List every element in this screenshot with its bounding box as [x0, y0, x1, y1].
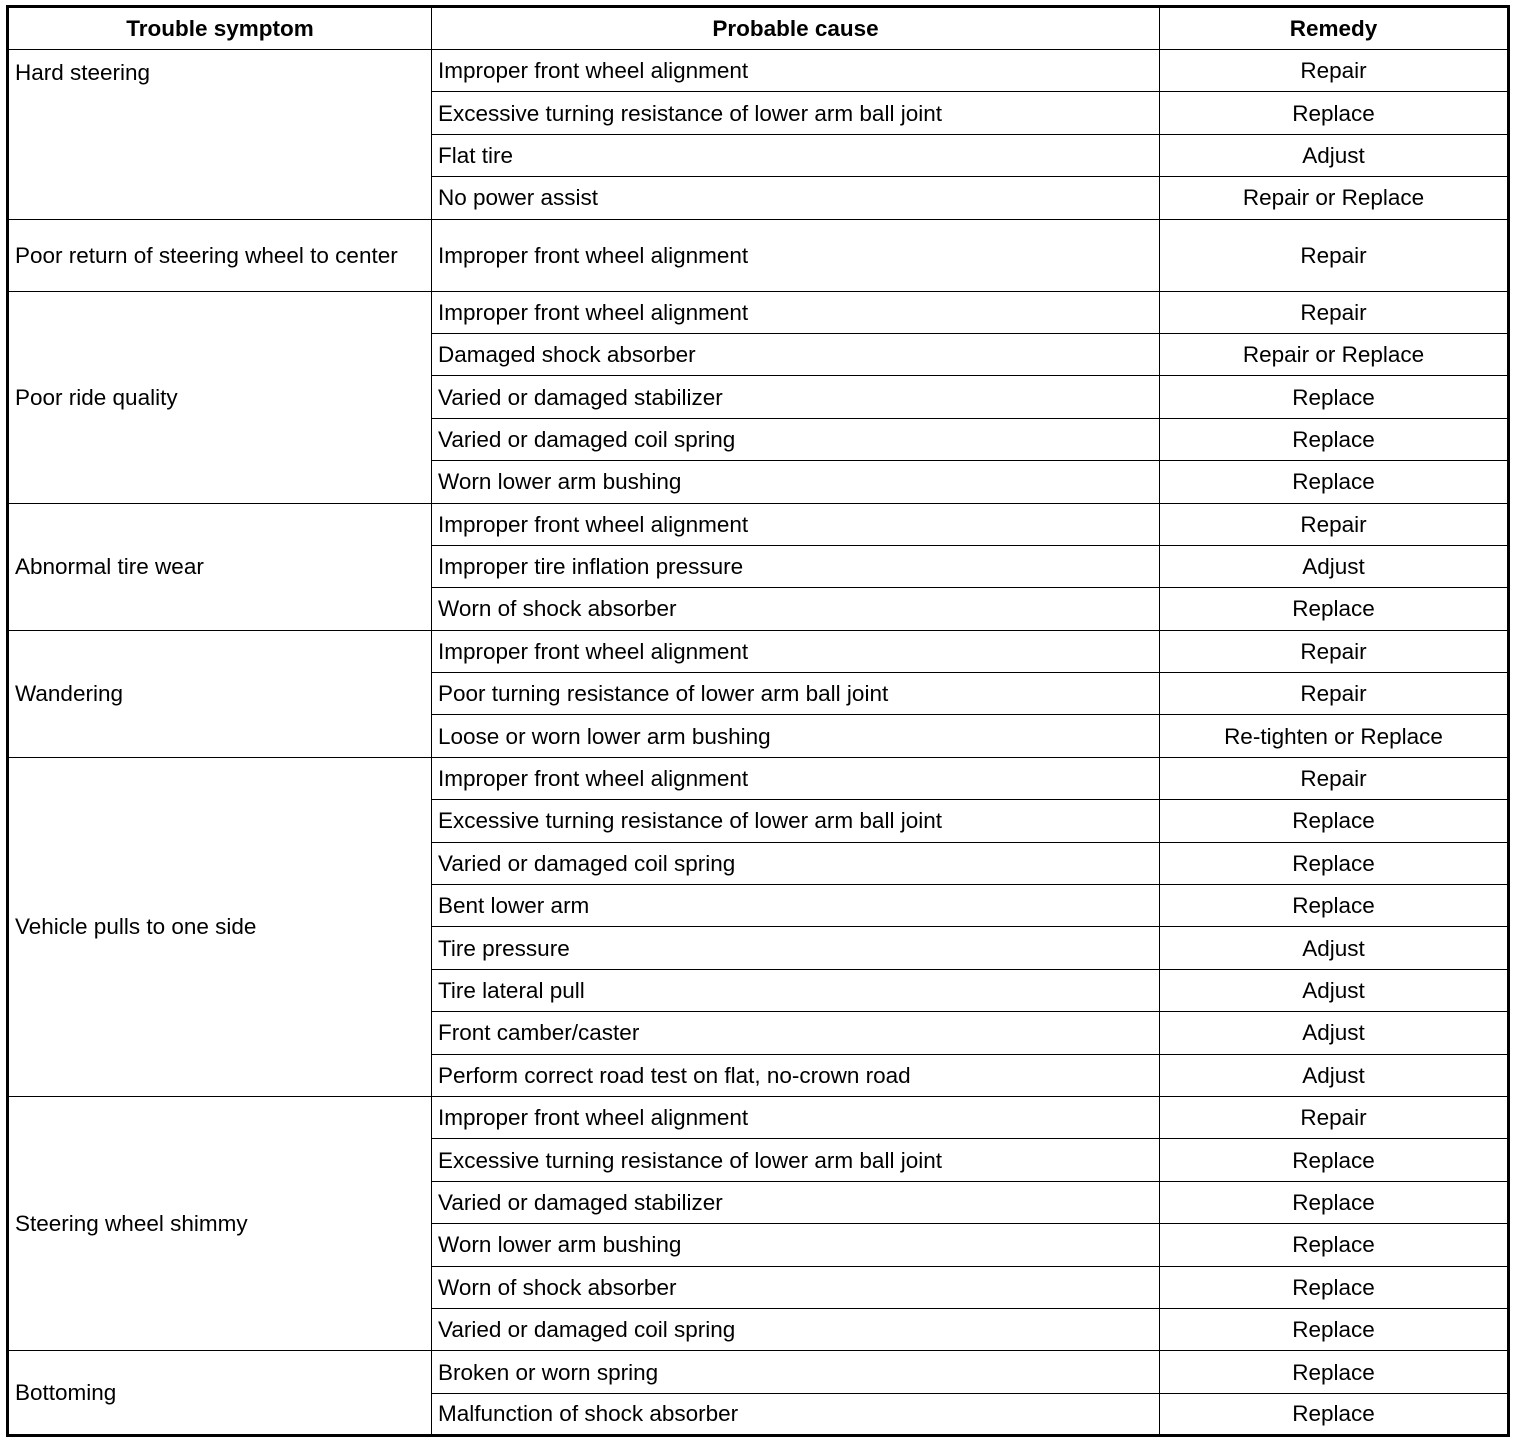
remedy-cell: Adjust: [1160, 545, 1509, 587]
remedy-cell: Repair or Replace: [1160, 177, 1509, 219]
remedy-cell: Replace: [1160, 418, 1509, 460]
trouble-symptom-cell: Poor return of steering wheel to center: [8, 219, 432, 291]
probable-cause-cell: Improper front wheel alignment: [432, 219, 1160, 291]
probable-cause-cell: Improper front wheel alignment: [432, 1096, 1160, 1138]
probable-cause-cell: Varied or damaged stabilizer: [432, 376, 1160, 418]
header-remedy: Remedy: [1160, 7, 1509, 50]
header-row: [8, 7, 1509, 50]
remedy-cell: Replace: [1160, 92, 1509, 134]
remedy-cell: Replace: [1160, 842, 1509, 884]
probable-cause-cell: Improper tire inflation pressure: [432, 545, 1160, 587]
probable-cause-cell: Front camber/caster: [432, 1012, 1160, 1054]
remedy-cell: Repair: [1160, 673, 1509, 715]
probable-cause-cell: Worn of shock absorber: [432, 1266, 1160, 1308]
probable-cause-cell: Worn lower arm bushing: [432, 1224, 1160, 1266]
trouble-symptom-cell: Steering wheel shimmy: [8, 1096, 432, 1350]
probable-cause-cell: Varied or damaged coil spring: [432, 842, 1160, 884]
table-row: [8, 291, 1509, 333]
table-row: [8, 503, 1509, 545]
probable-cause-cell: Tire pressure: [432, 927, 1160, 969]
trouble-symptom-cell: Hard steering: [8, 50, 432, 220]
trouble-symptom-cell: Poor ride quality: [8, 291, 432, 503]
remedy-cell: Replace: [1160, 1266, 1509, 1308]
header-probable-cause: Probable cause: [432, 7, 1160, 50]
remedy-cell: Replace: [1160, 1308, 1509, 1350]
remedy-cell: Repair: [1160, 219, 1509, 291]
remedy-cell: Adjust: [1160, 134, 1509, 176]
probable-cause-cell: Bent lower arm: [432, 885, 1160, 927]
table-row: [8, 1351, 1509, 1393]
table-row: [8, 630, 1509, 672]
remedy-cell: Repair: [1160, 503, 1509, 545]
remedy-cell: Adjust: [1160, 969, 1509, 1011]
remedy-cell: Replace: [1160, 461, 1509, 503]
remedy-cell: Adjust: [1160, 1054, 1509, 1096]
trouble-symptom-cell: Vehicle pulls to one side: [8, 757, 432, 1096]
probable-cause-cell: Broken or worn spring: [432, 1351, 1160, 1393]
probable-cause-cell: Varied or damaged coil spring: [432, 1308, 1160, 1350]
probable-cause-cell: Tire lateral pull: [432, 969, 1160, 1011]
probable-cause-cell: Worn of shock absorber: [432, 588, 1160, 630]
probable-cause-cell: Improper front wheel alignment: [432, 757, 1160, 799]
remedy-cell: Re-tighten or Replace: [1160, 715, 1509, 757]
trouble-symptom-cell: Bottoming: [8, 1351, 432, 1436]
remedy-cell: Replace: [1160, 1139, 1509, 1181]
trouble-symptom-cell: Wandering: [8, 630, 432, 757]
remedy-cell: Replace: [1160, 1351, 1509, 1393]
probable-cause-cell: Varied or damaged stabilizer: [432, 1181, 1160, 1223]
remedy-cell: Repair: [1160, 1096, 1509, 1138]
remedy-cell: Repair or Replace: [1160, 333, 1509, 375]
probable-cause-cell: Perform correct road test on flat, no-crown road: [432, 1054, 1160, 1096]
probable-cause-cell: Poor turning resistance of lower arm ball joint: [432, 673, 1160, 715]
remedy-cell: Repair: [1160, 757, 1509, 799]
remedy-cell: Replace: [1160, 800, 1509, 842]
probable-cause-cell: Improper front wheel alignment: [432, 291, 1160, 333]
remedy-cell: Repair: [1160, 50, 1509, 92]
trouble-symptom-cell: Abnormal tire wear: [8, 503, 432, 630]
probable-cause-cell: Loose or worn lower arm bushing: [432, 715, 1160, 757]
remedy-cell: Replace: [1160, 588, 1509, 630]
table-row: [8, 219, 1509, 291]
probable-cause-cell: Improper front wheel alignment: [432, 503, 1160, 545]
remedy-cell: Repair: [1160, 291, 1509, 333]
probable-cause-cell: Varied or damaged coil spring: [432, 418, 1160, 460]
probable-cause-cell: Excessive turning resistance of lower arm ball joint: [432, 800, 1160, 842]
remedy-cell: Replace: [1160, 1224, 1509, 1266]
probable-cause-cell: Damaged shock absorber: [432, 333, 1160, 375]
probable-cause-cell: No power assist: [432, 177, 1160, 219]
remedy-cell: Adjust: [1160, 927, 1509, 969]
remedy-cell: Replace: [1160, 885, 1509, 927]
header-trouble-symptom: Trouble symptom: [8, 7, 432, 50]
table-row: [8, 50, 1509, 92]
table-row: [8, 1096, 1509, 1138]
probable-cause-cell: Flat tire: [432, 134, 1160, 176]
remedy-cell: Replace: [1160, 376, 1509, 418]
table-row: [8, 757, 1509, 799]
remedy-cell: Replace: [1160, 1393, 1509, 1435]
remedy-cell: Repair: [1160, 630, 1509, 672]
table-body: [8, 50, 1509, 1436]
probable-cause-cell: Improper front wheel alignment: [432, 630, 1160, 672]
probable-cause-cell: Malfunction of shock absorber: [432, 1393, 1160, 1435]
probable-cause-cell: Improper front wheel alignment: [432, 50, 1160, 92]
probable-cause-cell: Excessive turning resistance of lower arm ball joint: [432, 1139, 1160, 1181]
probable-cause-cell: Worn lower arm bushing: [432, 461, 1160, 503]
remedy-cell: Adjust: [1160, 1012, 1509, 1054]
remedy-cell: Replace: [1160, 1181, 1509, 1223]
troubleshooting-table: [6, 5, 1510, 1437]
probable-cause-cell: Excessive turning resistance of lower arm ball joint: [432, 92, 1160, 134]
